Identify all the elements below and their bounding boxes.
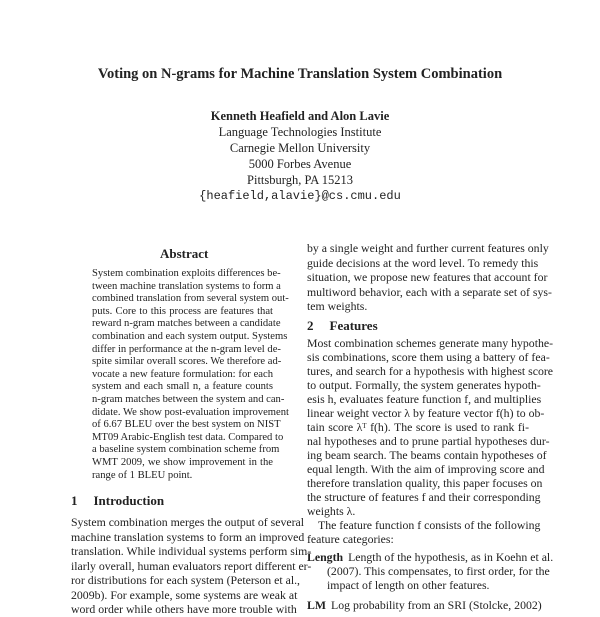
text-line: multiword behavior, each with a separate set of sys- [307,284,552,299]
affiliation-line: 5000 Forbes Avenue [248,157,352,171]
feature-category-term: LM [307,598,327,612]
text-line: The feature function f consists of the following [318,518,541,532]
text-line: nal hypotheses and to prune partial hypotheses dur- [307,434,550,448]
text-line: vocate a new feature formulation: for each [92,368,273,380]
right-column-continuation [307,241,552,314]
text-line: Most combination schemes generate many hypothe- [307,336,554,350]
text-line: tween machine translation systems to form a [92,280,281,292]
text-line: spite similar overall scores. We therefore ad- [92,356,282,368]
section-number: 1 [71,493,78,508]
text-line: system and each small n, a feature counts [92,381,273,393]
text-line: n-gram matches between the system and can- [92,393,285,405]
text-line: combination and each system output. Systems [92,330,288,342]
section-title: Features [329,318,378,333]
text-line: linear weight vector λ by feature vector f(h) to ob- [307,406,545,420]
text-line: ror distributions for each system (Peterson et al., [71,573,301,587]
text-line: didate. We show post-evaluation improvement [92,406,289,418]
feature-category-line [307,550,554,564]
text-line: System combination exploits differences be- [92,268,281,279]
feature-category-term: Length [307,550,344,564]
affiliation-line: Pittsburgh, PA 15213 [247,173,353,187]
affiliation-line: Language Technologies Institute [218,125,382,139]
text-line: ilarly overall, human evaluators report different er- [71,558,312,573]
text-line: ing beam search. The beams contain hypotheses of [307,448,547,462]
author-names: Kenneth Heafield and Alon Lavie [210,109,390,123]
feature-category-text: Log probability from an SRI (Stolcke, 2002) [331,598,542,612]
feature-category-line [307,598,542,612]
text-line: tures, and search for a hypothesis with highest score [307,364,554,378]
text-line: a baseline system combination scheme from [92,444,280,456]
text-line: the structure of features f and their corresponding [307,490,541,504]
text-line: esis h, evaluates feature function f, and multiplies [307,392,542,406]
abstract-heading: Abstract [160,246,209,261]
text-line: equal length. With the aim of improving score and [307,462,545,476]
paper-title: Voting on N-grams for Machine Translation System Combination [97,66,503,82]
section-title: Introduction [93,493,165,508]
feature-category-list [307,550,554,612]
section-heading-features [307,318,378,334]
text-line: of 6.67 BLEU over the best system on NIST [92,419,281,431]
text-line: 2009b). For example, some systems are weak at [71,587,298,602]
text-line: System combination merges the output of several [71,515,305,529]
feature-category-line: (2007). This compensates, to first order, for the [327,564,550,578]
text-line: weights λ. [307,504,356,518]
text-line: puts. Core to this process are features that [92,305,273,317]
abstract-body [92,268,289,482]
introduction-body [71,515,312,617]
feature-category-line: impact of length on other features. [327,578,490,592]
text-line: sis combinations, score them using a battery of fea- [307,350,550,364]
text-line: tain score λᵀ f(h). The score is used to rank fi- [307,420,529,434]
section-heading-introduction [71,493,164,509]
text-line: range of 1 BLEU point. [92,469,193,481]
text-line: to output. Formally, the system generates hypoth- [307,378,541,392]
text-line: combined translation from several system out- [92,293,289,305]
text-line: WMT 2009, we show improvement in the [92,456,273,468]
text-line: situation, we propose new features that account for [307,270,548,284]
text-line: differ in performance at the n-gram level de- [92,343,281,355]
text-line: word order while others have more trouble with [71,602,297,616]
affiliation-line: Carnegie Mellon University [229,141,371,155]
text-line: machine translation systems to form an improved [71,529,305,544]
text-line: reward n-gram matches between a candidate [92,318,281,330]
text-line: MT09 Arabic-English test data. Compared to [92,431,284,443]
features-body [307,336,554,546]
section-number: 2 [307,318,314,333]
text-line: translation. While individual systems perform sim- [71,544,312,558]
text-line: feature categories: [307,532,394,546]
author-email: {heafield,alavie}@cs.cmu.edu [199,189,401,203]
text-line: therefore translation quality, this paper focuses on [307,476,543,490]
text-line: tem weights. [307,299,368,313]
feature-category-text: Length of the hypothesis, as in Koehn et al. [348,550,554,564]
text-line: guide decisions at the word level. To remedy this [307,255,539,270]
text-line: by a single weight and further current features only [307,241,549,255]
